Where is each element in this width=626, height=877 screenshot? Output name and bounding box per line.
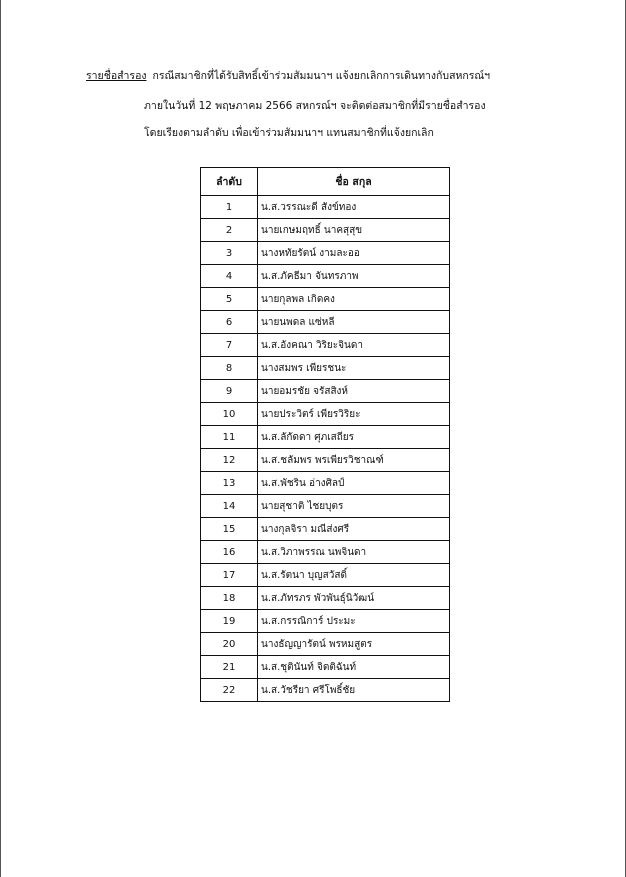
row-name: นายสุชาติ ไชยบุตร	[258, 495, 450, 518]
table-row	[201, 679, 450, 702]
row-order: 11	[201, 426, 258, 449]
table-row	[201, 472, 450, 495]
row-name: นายเกษมฤทธิ์ นาคสุสุข	[258, 219, 450, 242]
row-name: นางธัญญารัตน์ พรหมสูตร	[258, 633, 450, 656]
row-order: 10	[201, 403, 258, 426]
row-order: 18	[201, 587, 258, 610]
row-name: น.ส.ชุตินันท์ จิตติฉันท์	[258, 656, 450, 679]
table-row	[201, 242, 450, 265]
table-row	[201, 495, 450, 518]
row-order: 15	[201, 518, 258, 541]
row-order: 7	[201, 334, 258, 357]
table-row	[201, 380, 450, 403]
row-name: น.ส.ภัคธีมา จันทรภาพ	[258, 265, 450, 288]
header-line-1	[86, 67, 490, 84]
row-name: น.ส.วรรณะดี สังข์ทอง	[258, 196, 450, 219]
table-row	[201, 610, 450, 633]
table-row	[201, 288, 450, 311]
row-name: นายประวิตร์ เพียรวิริยะ	[258, 403, 450, 426]
table-row	[201, 219, 450, 242]
row-name: น.ส.วิภาพรรณ นพจินดา	[258, 541, 450, 564]
table-row	[201, 265, 450, 288]
table-row	[201, 196, 450, 219]
row-name: น.ส.ชลัมพร พรเพียรวิชาณฑ์	[258, 449, 450, 472]
table-row	[201, 311, 450, 334]
row-order: 4	[201, 265, 258, 288]
table-row	[201, 334, 450, 357]
row-name: น.ส.ลักัดดา ศุภเสถียร	[258, 426, 450, 449]
table-row	[201, 426, 450, 449]
row-order: 1	[201, 196, 258, 219]
row-name: นางกุลจิรา มณีส่งศรี	[258, 518, 450, 541]
row-name: น.ส.วัชรียา ศรีโพธิ์ชัย	[258, 679, 450, 702]
column-header-order: ลำดับ	[201, 168, 258, 196]
row-order: 20	[201, 633, 258, 656]
table-row	[201, 564, 450, 587]
row-order: 9	[201, 380, 258, 403]
row-order: 3	[201, 242, 258, 265]
row-name: น.ส.รัตนา บุญสวัสดิ์	[258, 564, 450, 587]
row-name: น.ส.ภัทรภร พัวพันธุ์นิวัฒน์	[258, 587, 450, 610]
row-order: 5	[201, 288, 258, 311]
row-name: นายอมรชัย จรัสสิงห์	[258, 380, 450, 403]
reserve-list-table	[200, 167, 450, 702]
header-line-3: โดยเรียงตามลำดับ เพื่อเข้าร่วมสัมมนาฯ แทนสมาชิกที่แจ้งยกเลิก	[144, 127, 434, 139]
row-name: นางหทัยรัตน์ งามละออ	[258, 242, 450, 265]
table-row	[201, 541, 450, 564]
row-name: น.ส.อังคณา วิริยะจินดา	[258, 334, 450, 357]
header-line-2: ภายในวันที่ 12 พฤษภาคม 2566 สหกรณ์ฯ จะติดต่อสมาชิกที่มีรายชื่อสำรอง	[144, 100, 486, 112]
table-header-row	[201, 168, 450, 196]
column-header-name: ชื่อ สกุล	[258, 168, 450, 196]
row-name: น.ส.พัชริน อ่างศิลป์	[258, 472, 450, 495]
row-order: 21	[201, 656, 258, 679]
reserve-list-label: รายชื่อสำรอง	[86, 70, 147, 82]
table-row	[201, 449, 450, 472]
row-name: นางสมพร เพียรชนะ	[258, 357, 450, 380]
row-order: 17	[201, 564, 258, 587]
header-line-1-text: กรณีสมาชิกที่ได้รับสิทธิ์เข้าร่วมสัมมนาฯ แจ้งยกเลิกการเดินทางกับสหกรณ์ฯ	[152, 70, 491, 82]
row-order: 14	[201, 495, 258, 518]
table-row	[201, 633, 450, 656]
row-order: 22	[201, 679, 258, 702]
row-order: 12	[201, 449, 258, 472]
row-order: 16	[201, 541, 258, 564]
table-row	[201, 656, 450, 679]
row-order: 6	[201, 311, 258, 334]
table-row	[201, 357, 450, 380]
row-order: 8	[201, 357, 258, 380]
table-row	[201, 403, 450, 426]
table-row	[201, 518, 450, 541]
row-name: น.ส.กรรณิการ์ ประมะ	[258, 610, 450, 633]
row-order: 19	[201, 610, 258, 633]
row-name: นายกุลพล เกิดคง	[258, 288, 450, 311]
row-name: นายนพดล แซ่หลี	[258, 311, 450, 334]
row-order: 2	[201, 219, 258, 242]
table-row	[201, 587, 450, 610]
row-order: 13	[201, 472, 258, 495]
